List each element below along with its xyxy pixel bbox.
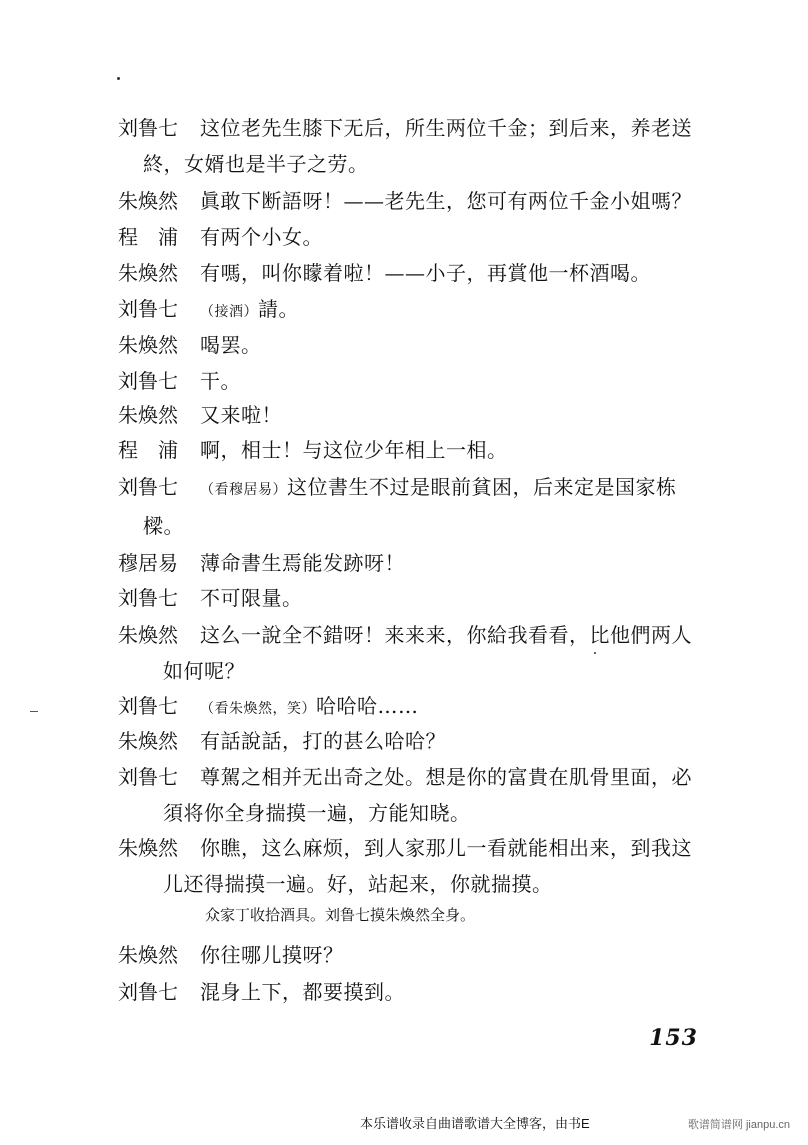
speaker-name: 穆居易 bbox=[118, 551, 178, 575]
dialogue-text: 这么一說全不錯呀！来来来，你給我看看，比他們两人 bbox=[200, 623, 692, 647]
dialogue-line bbox=[118, 545, 728, 581]
dialogue-line bbox=[118, 110, 728, 182]
stage-direction: 众家丁收拾酒具。刘鲁七摸朱煥然全身。 bbox=[205, 906, 476, 924]
speaker-name: 朱煥然 bbox=[118, 261, 178, 285]
dialogue-text: 有两个小女。 bbox=[200, 225, 323, 249]
dialogue-text: 請。 bbox=[258, 297, 299, 321]
speaker-name: 朱煥然 bbox=[118, 623, 178, 647]
dialogue-text: 你往哪儿摸呀？ bbox=[200, 943, 344, 967]
dialogue-text: 不可限量。 bbox=[200, 586, 303, 610]
dialogue-line bbox=[118, 759, 728, 831]
dialogue-continuation: 終，女婿也是半子之劳。 bbox=[143, 152, 369, 176]
dialogue-text: 啊，相士！与这位少年相上一相。 bbox=[200, 438, 508, 462]
dialogue-continuation: 儿还得揣摸一遍。好，站起来，你就揣摸。 bbox=[163, 872, 553, 896]
dialogue-line bbox=[118, 974, 728, 1010]
speaker-name: 刘鲁七 bbox=[118, 475, 178, 499]
dialogue-text: 哈哈哈…… bbox=[316, 694, 419, 718]
dialogue-text: 干。 bbox=[200, 369, 241, 393]
dialogue-line bbox=[118, 255, 728, 291]
dialogue-line bbox=[118, 580, 728, 616]
footer-watermark-text: 本乐谱收录自曲谱歌谱大全博客，由书E bbox=[360, 1116, 590, 1131]
scan-mark bbox=[30, 711, 38, 712]
speaker-name: 程 浦 bbox=[118, 225, 178, 249]
speaker-name: 朱煥然 bbox=[118, 729, 178, 753]
footer-site-watermark: 歌谱简谱网 jianpu.cn bbox=[687, 1119, 790, 1131]
speaker-name: 刘鲁七 bbox=[118, 116, 178, 140]
dialogue-line bbox=[118, 830, 728, 902]
speaker-name: 朱煥然 bbox=[118, 189, 178, 213]
speaker-name: 刘鲁七 bbox=[118, 297, 178, 321]
speaker-name: 刘鲁七 bbox=[118, 980, 178, 1004]
dialogue-text: 眞敢下断語呀！——老先生，您可有两位千金小姐嗎？ bbox=[200, 189, 692, 213]
dialogue-line bbox=[118, 183, 728, 219]
dialogue-line bbox=[118, 469, 728, 544]
stage-note: （看朱煥然，笑） bbox=[200, 701, 316, 717]
speaker-name: 朱煥然 bbox=[118, 403, 178, 427]
speaker-name: 刘鲁七 bbox=[118, 586, 178, 610]
speaker-name: 程 浦 bbox=[118, 438, 178, 462]
speaker-name: 朱煥然 bbox=[118, 333, 178, 357]
dialogue-text: 有嗎，叫你矇着啦！——小子，再賞他一杯酒喝。 bbox=[200, 261, 651, 285]
dialogue-continuation: 須将你全身揣摸一遍，方能知晓。 bbox=[163, 801, 471, 825]
speaker-name: 刘鲁七 bbox=[118, 765, 178, 789]
stage-note: （接酒） bbox=[200, 304, 258, 320]
dialogue-text: 又来啦！ bbox=[200, 403, 282, 427]
dialogue-line bbox=[118, 363, 728, 399]
scan-speck bbox=[117, 77, 120, 80]
dialogue-line bbox=[118, 723, 728, 759]
dialogue-text: 这位書生不过是眼前貧困，后来定是国家栋 bbox=[287, 475, 677, 499]
dialogue-text: 混身上下，都要摸到。 bbox=[200, 980, 405, 1004]
dialogue-line bbox=[118, 688, 728, 727]
page-number: 153 bbox=[649, 1025, 698, 1051]
dialogue-text: 喝罢。 bbox=[200, 333, 262, 357]
stage-note: （看穆居易） bbox=[200, 482, 287, 498]
dialogue-text: 有話說話，打的甚么哈哈？ bbox=[200, 729, 446, 753]
dialogue-line bbox=[118, 219, 728, 255]
speaker-name: 朱煥然 bbox=[118, 836, 178, 860]
dialogue-text: 薄命書生焉能发跡呀！ bbox=[200, 551, 405, 575]
dialogue-line bbox=[118, 432, 728, 468]
speaker-name: 刘鲁七 bbox=[118, 369, 178, 393]
dialogue-line bbox=[118, 397, 728, 433]
dialogue-line bbox=[118, 327, 728, 363]
dialogue-line bbox=[118, 291, 728, 330]
dialogue-continuation: 樑。 bbox=[143, 514, 184, 538]
dialogue-continuation: 如何呢？ bbox=[163, 659, 245, 683]
speaker-name: 朱煥然 bbox=[118, 943, 178, 967]
dialogue-text: 这位老先生膝下无后，所生两位千金；到后来，养老送 bbox=[200, 116, 692, 140]
dialogue-text: 尊駕之相并无出奇之处。想是你的富貴在肌骨里面，必 bbox=[200, 765, 692, 789]
dialogue-line bbox=[118, 937, 728, 973]
speaker-name: 刘鲁七 bbox=[118, 694, 178, 718]
dialogue-line bbox=[118, 617, 728, 689]
dialogue-text: 你瞧，这么麻烦，到人家那儿一看就能相出来，到我这 bbox=[200, 836, 692, 860]
